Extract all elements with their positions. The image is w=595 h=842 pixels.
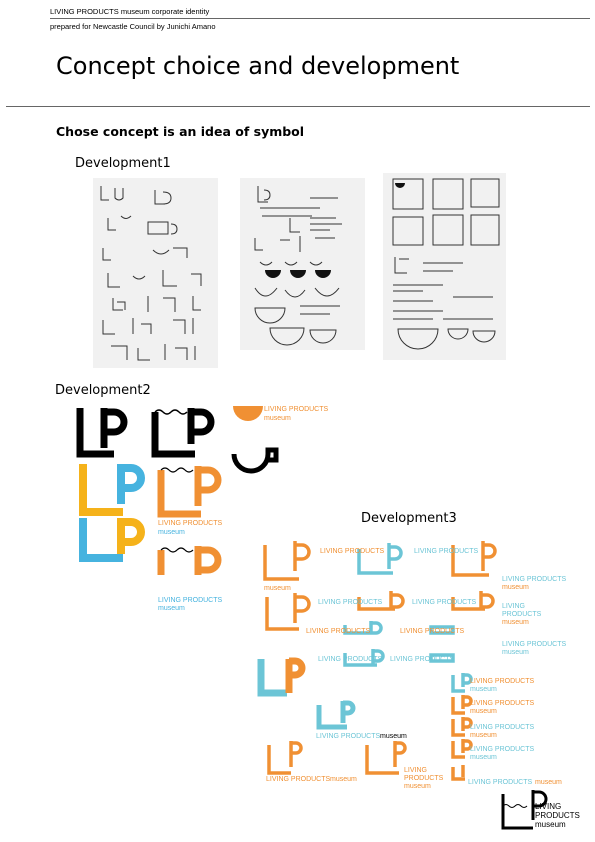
logo-text-name-2: LIVING PRODUCTS <box>158 520 223 527</box>
sketch-image-2 <box>240 178 365 350</box>
dev3-name-d: LIVING PRODUCTS <box>318 599 383 606</box>
development2-label: Development2 <box>55 383 151 398</box>
dev3-museum-n: museum <box>470 708 497 715</box>
dev3-name-l: LIVING PRODUCTS <box>390 656 455 663</box>
dev3-museum-p: museum <box>470 754 497 761</box>
dev3-name-m: LIVING PRODUCTS <box>470 678 535 685</box>
dev3-name-s: LIVING PRODUCTS <box>266 776 331 783</box>
dev3-name-h: LIVING PRODUCTS <box>306 628 371 635</box>
logo-text-museum-3: museum <box>158 605 185 612</box>
logo-text-museum-2: museum <box>158 529 185 536</box>
subheading: Chose concept is an idea of symbol <box>56 124 305 139</box>
dev3-name-b: LIVING PRODUCTS <box>414 548 479 555</box>
sketch-image-1 <box>93 178 218 368</box>
header-line-2: prepared for Newcastle Council by Junichi Amano <box>50 22 216 31</box>
dev3-name-g: PRODUCTS <box>502 611 542 618</box>
dev3-name-t1: LIVING <box>404 767 427 774</box>
title-divider <box>6 106 590 107</box>
development3-label: Development3 <box>361 511 457 526</box>
dev3-name-q: LIVING PRODUCTS <box>468 779 533 786</box>
sketch-image-3 <box>383 173 506 360</box>
dev3-museum-g: museum <box>502 619 529 626</box>
dev3-name-a: LIVING PRODUCTS <box>320 548 385 555</box>
dev3-name-n: LIVING PRODUCTS <box>470 700 535 707</box>
dev3-museum-m: museum <box>470 686 497 693</box>
dev3-name-e: LIVING PRODUCTS <box>412 599 477 606</box>
dev3-museum-t: museum <box>404 783 431 790</box>
dev3-name-t2: PRODUCTS <box>404 775 444 782</box>
dev3-name-k: LIVING PRODUCTS <box>318 656 383 663</box>
logo-text-name-3: LIVING PRODUCTS <box>158 597 223 604</box>
dev3-museum-o: museum <box>470 732 497 739</box>
dev3-museum-j: museum <box>502 649 529 656</box>
logo-text-museum: museum <box>264 415 291 422</box>
dev3-museum-s: museum <box>330 776 357 783</box>
dev3-name-f: LIVING <box>502 603 525 610</box>
final-logo-line2: PRODUCTS <box>535 811 580 820</box>
final-logo-line1: LIVING <box>535 802 562 811</box>
dev3-museum-r: museum <box>380 733 407 740</box>
dev3-museum-q: museum <box>535 779 562 786</box>
dev3-museum-c: museum <box>502 584 529 591</box>
header-line-1: LIVING PRODUCTS museum corporate identity <box>50 7 210 16</box>
final-logo-line3: museum <box>535 820 566 829</box>
dev3-name-p: LIVING PRODUCTS <box>470 746 535 753</box>
logo-text-name: LIVING PRODUCTS <box>264 406 329 413</box>
dev3-name-i: LIVING PRODUCTS <box>400 628 465 635</box>
header-divider <box>50 18 590 19</box>
dev3-name-o: LIVING PRODUCTS <box>470 724 535 731</box>
development2-logos <box>70 400 285 575</box>
dev3-name-r: LIVING PRODUCTS <box>316 733 381 740</box>
dev3-name-j: LIVING PRODUCTS <box>502 641 567 648</box>
page-title: Concept choice and development <box>56 52 460 80</box>
dev3-name-c: LIVING PRODUCTS <box>502 576 567 583</box>
development1-label: Development1 <box>75 156 171 171</box>
dev3-museum-a: museum <box>264 585 291 592</box>
